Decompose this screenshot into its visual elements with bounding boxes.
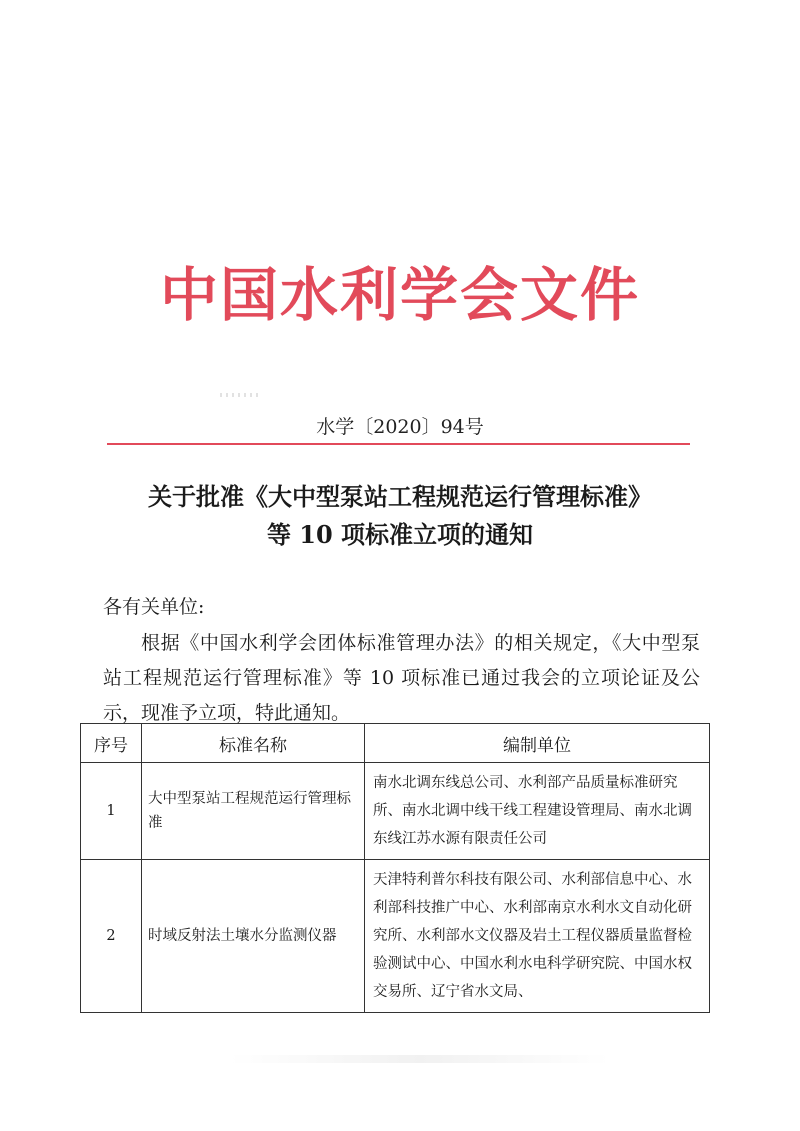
scan-artifact — [230, 1055, 610, 1063]
body-paragraph: 根据《中国水利学会团体标准管理办法》的相关规定，《大中型泵站工程规范运行管理标准》等 10 项标准已通过我会的立项论证及公示，现准予立项，特此通知。 — [103, 632, 700, 724]
notice-title — [60, 478, 740, 554]
document-number: 水学〔2020〕94号 — [316, 416, 484, 438]
column-header-no: 序号 — [81, 724, 142, 763]
notice-title-line-2: 等 10 项标准立项的通知 — [266, 520, 534, 549]
column-header-name: 标准名称 — [142, 724, 365, 763]
standards-table — [80, 723, 710, 1013]
standard-name: 大中型泵站工程规范运行管理标准 — [142, 763, 365, 860]
drafting-units: 天津特利普尔科技有限公司、水利部信息中心、水利部科技推广中心、水利部南京水利水文自动化研究所、水利部水文仪器及岩土工程仪器质量监督检验测试中心、中国水利水电科学研究院、中国水权交易所、辽宁省水文局、 — [365, 860, 710, 1013]
table-row — [81, 860, 710, 1013]
row-number: 1 — [81, 763, 142, 860]
salutation: 各有关单位: — [103, 596, 205, 618]
table-header-row — [81, 724, 710, 763]
column-header-unit: 编制单位 — [365, 724, 710, 763]
drafting-units: 南水北调东线总公司、水利部产品质量标准研究所、南水北调中线干线工程建设管理局、南水北调东线江苏水源有限责任公司 — [365, 763, 710, 860]
table-row — [81, 763, 710, 860]
scan-artifact — [220, 393, 260, 397]
standard-name: 时域反射法土壤水分监测仪器 — [142, 860, 365, 1013]
row-number: 2 — [81, 860, 142, 1013]
document-header-title: 中国水利学会文件 — [159, 261, 640, 329]
notice-title-line-1: 关于批准《大中型泵站工程规范运行管理标准》 — [148, 482, 652, 511]
red-divider-line — [107, 443, 690, 445]
